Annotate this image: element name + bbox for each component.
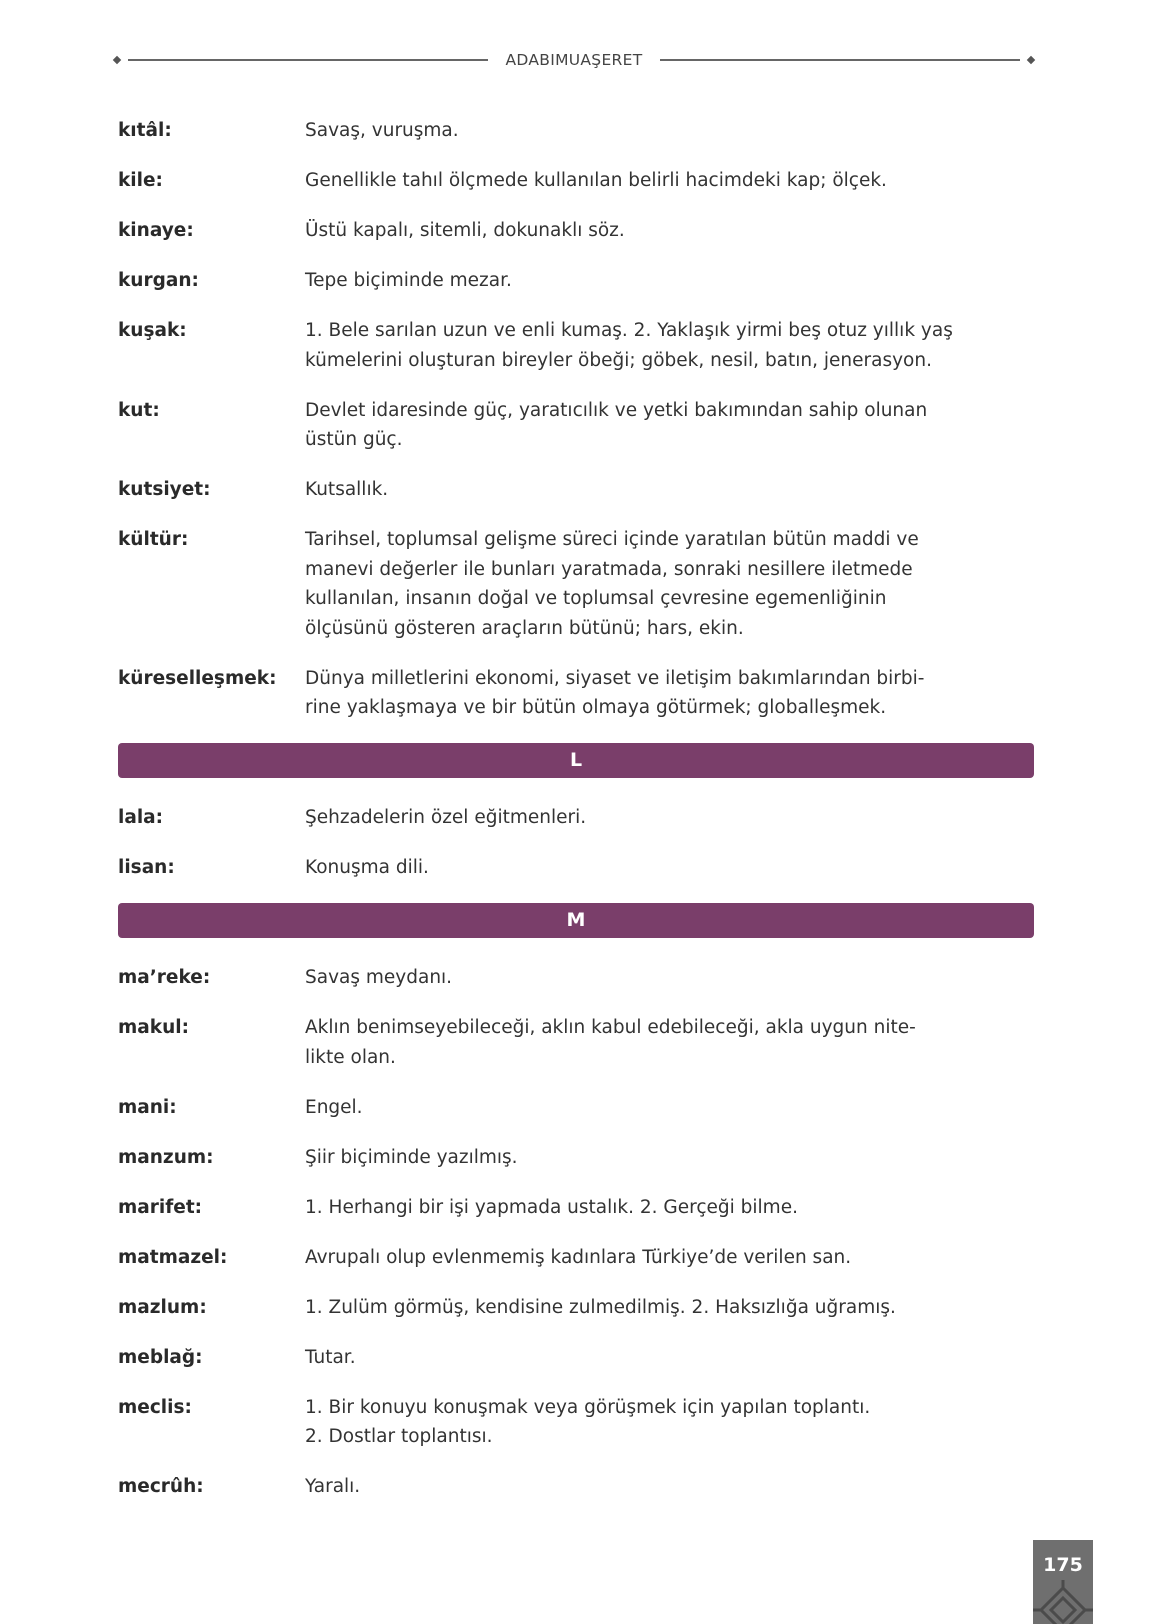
glossary-entry <box>118 963 1034 993</box>
glossary-definition <box>305 1013 1034 1072</box>
glossary-term: kinaye: <box>118 220 194 241</box>
glossary-term: manzum: <box>118 1146 214 1168</box>
glossary-entry <box>118 316 1034 375</box>
letter-bar-m: M <box>118 903 1034 938</box>
header-left-rule <box>128 59 488 61</box>
definition-line: Dünya milletlerini ekonomi, siyaset ve iletişim bakımlarından birbi- <box>305 667 925 689</box>
definition-line: Şiir biçiminde yazılmış. <box>305 1146 518 1168</box>
glossary-entry <box>118 664 1034 723</box>
glossary-term: lala: <box>118 807 164 828</box>
definition-line: kullanılan, insanın doğal ve toplumsal çevresine egemenliğinin <box>305 588 887 609</box>
running-header <box>114 48 1034 72</box>
glossary-term: ma’reke: <box>118 967 211 988</box>
glossary-entry <box>118 266 1034 296</box>
glossary-term: küreselleşmek: <box>118 667 277 689</box>
glossary-definition <box>305 525 1034 643</box>
glossary-definition <box>305 664 1034 723</box>
definition-line: Konuşma dili. <box>305 857 429 878</box>
definition-line: Tepe biçiminde mezar. <box>305 270 512 291</box>
definition-line: Savaş meydanı. <box>305 967 453 988</box>
glossary-entry <box>118 1143 1034 1173</box>
glossary-definition <box>305 853 1034 883</box>
glossary-definition <box>305 1343 1034 1373</box>
glossary-term: lisan: <box>118 857 175 878</box>
glossary-term: kut: <box>118 399 160 421</box>
definition-line: 1. Herhangi bir işi yapmada ustalık. 2. Gerçeği bilme. <box>305 1196 798 1218</box>
glossary-term: mani: <box>118 1096 177 1118</box>
glossary-definition <box>305 1393 1034 1452</box>
glossary-entry <box>118 803 1034 833</box>
glossary-definition <box>305 1243 1034 1273</box>
definition-line: 1. Bele sarılan uzun ve enli kumaş. 2. Yaklaşık yirmi beş otuz yıllık yaş <box>305 320 953 341</box>
glossary-term: meclis: <box>118 1396 192 1418</box>
glossary-definition <box>305 1143 1034 1173</box>
glossary-term: meblağ: <box>118 1346 203 1368</box>
glossary-term: makul: <box>118 1017 189 1038</box>
definition-line: ölçüsünü gösteren araçların bütünü; hars, ekin. <box>305 617 744 639</box>
glossary-entry <box>118 216 1034 246</box>
glossary-definition <box>305 316 1034 375</box>
glossary-definition <box>305 963 1034 993</box>
header-title: ADABIMUAŞERET <box>505 51 643 69</box>
glossary-definition <box>305 166 1034 196</box>
glossary-entry <box>118 853 1034 883</box>
definition-line: kümelerini oluşturan bireyler öbeği; göbek, nesil, batın, jenerasyon. <box>305 349 932 371</box>
glossary-definition <box>305 475 1034 505</box>
glossary-entry <box>118 1343 1034 1373</box>
definition-line: rine yaklaşmaya ve bir bütün olmaya götürmek; globalleşmek. <box>305 697 887 718</box>
glossary-entry <box>118 1293 1034 1323</box>
glossary-term: mecrûh: <box>118 1476 204 1497</box>
header-left-diamond <box>113 56 121 64</box>
page-number-tab <box>1033 1540 1093 1624</box>
definition-line: 1. Bir konuyu konuşmak veya görüşmek için yapılan toplantı. <box>305 1396 871 1418</box>
definition-line: manevi değerler ile bunları yaratmada, sonraki nesillere iletmede <box>305 558 913 580</box>
header-right-diamond <box>1027 56 1035 64</box>
letter-bar-l: L <box>118 743 1034 778</box>
definition-line: Devlet idaresinde güç, yaratıcılık ve yetki bakımından sahip olunan <box>305 399 928 421</box>
glossary-definition <box>305 1093 1034 1123</box>
glossary-entry <box>118 166 1034 196</box>
glossary-entry <box>118 1093 1034 1123</box>
glossary-term: kıtâl: <box>118 120 172 141</box>
glossary-term: kile: <box>118 170 163 191</box>
glossary-definition <box>305 1472 1034 1502</box>
glossary-term: matmazel: <box>118 1246 228 1268</box>
definition-line: Tarihsel, toplumsal gelişme süreci içinde yaratılan bütün maddi ve <box>305 529 919 550</box>
definition-line: Savaş, vuruşma. <box>305 120 459 141</box>
glossary-entry <box>118 1393 1034 1452</box>
definition-line: Kutsallık. <box>305 479 389 500</box>
definition-line: 1. Zulüm görmüş, kendisine zulmedilmiş. 2. Haksızlığa uğramış. <box>305 1296 896 1318</box>
glossary-term: kutsiyet: <box>118 479 211 500</box>
glossary-entry <box>118 1193 1034 1223</box>
page-number: 175 <box>1043 1554 1083 1576</box>
glossary-definition <box>305 216 1034 246</box>
glossary-term: mazlum: <box>118 1296 207 1318</box>
glossary-term: kuşak: <box>118 320 187 341</box>
glossary-entry <box>118 1013 1034 1072</box>
glossary-entry <box>118 475 1034 505</box>
glossary-definition <box>305 266 1034 296</box>
glossary-term: kültür: <box>118 529 189 550</box>
glossary-entry <box>118 1472 1034 1502</box>
header-right-rule <box>660 59 1020 61</box>
glossary-definition <box>305 1193 1034 1223</box>
definition-line: Aklın benimseyebileceği, aklın kabul edebileceği, akla uygun nite- <box>305 1017 916 1038</box>
definition-line: üstün güç. <box>305 429 403 450</box>
glossary <box>118 116 1034 1522</box>
definition-line: 2. Dostlar toplantısı. <box>305 1426 493 1447</box>
glossary-entry <box>118 525 1034 643</box>
glossary-entry <box>118 116 1034 146</box>
glossary-definition <box>305 396 1034 455</box>
definition-line: Yaralı. <box>305 1476 361 1497</box>
ornament-icon <box>1033 1580 1093 1624</box>
definition-line: Engel. <box>305 1096 363 1118</box>
definition-line: Tutar. <box>305 1346 356 1368</box>
definition-line: Genellikle tahıl ölçmede kullanılan belirli hacimdeki kap; ölçek. <box>305 170 887 191</box>
glossary-definition <box>305 1293 1034 1323</box>
glossary-term: kurgan: <box>118 270 199 291</box>
glossary-definition <box>305 803 1034 833</box>
definition-line: likte olan. <box>305 1046 396 1068</box>
glossary-definition <box>305 116 1034 146</box>
glossary-term: marifet: <box>118 1196 203 1218</box>
definition-line: Üstü kapalı, sitemli, dokunaklı söz. <box>305 220 625 241</box>
glossary-entry <box>118 1243 1034 1273</box>
definition-line: Avrupalı olup evlenmemiş kadınlara Türkiye’de verilen san. <box>305 1246 852 1268</box>
glossary-entry <box>118 396 1034 455</box>
definition-line: Şehzadelerin özel eğitmenleri. <box>305 807 587 828</box>
